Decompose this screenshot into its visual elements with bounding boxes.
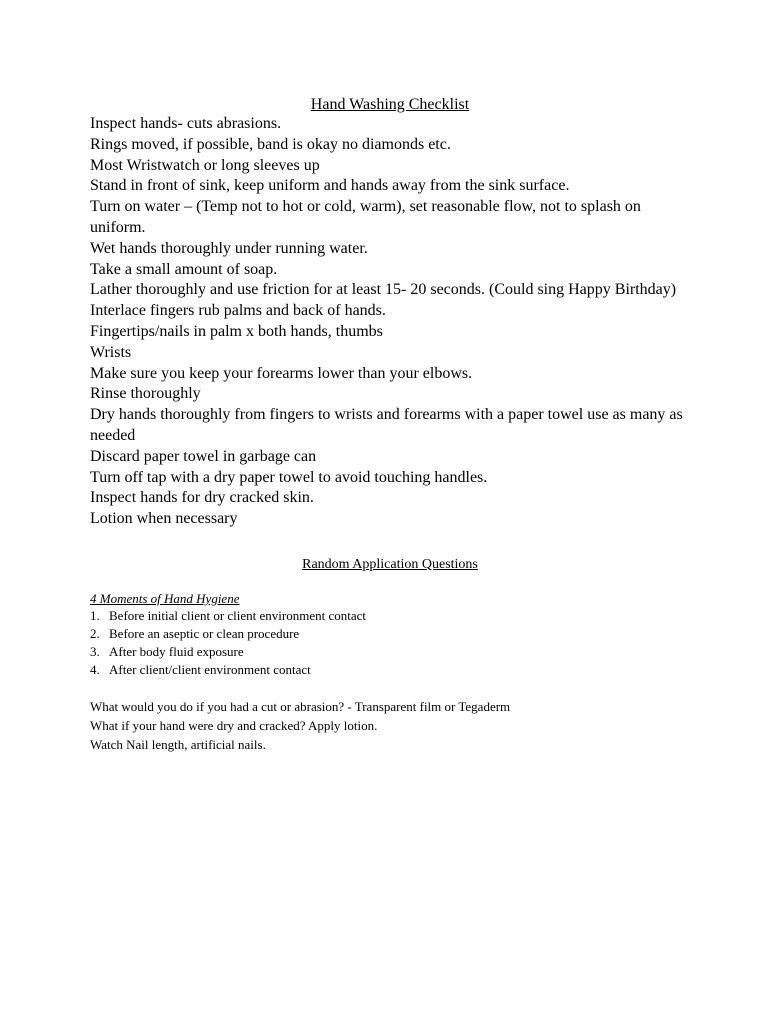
checklist-item: Turn on water – (Temp not to hot or cold, warm), set reasonable flow, not to splash on uniform. (90, 198, 641, 236)
qa-line: What would you do if you had a cut or abrasion? - Transparent film or Tegaderm (90, 698, 511, 714)
checklist-item: Lotion when necessary (90, 510, 238, 528)
section-title-questions: Random Application Questions (302, 556, 478, 572)
qa-line: What if your hand were dry and cracked? Apply lotion. (90, 717, 378, 733)
checklist-item: Rinse thoroughly (90, 385, 201, 403)
list-text: Before initial client or client environment contact (109, 607, 367, 623)
checklist-item: Dry hands thoroughly from fingers to wrists and forearms with a paper towel use as many as needed (90, 406, 683, 444)
list-text: Before an aseptic or clean procedure (109, 625, 300, 641)
checklist-item: Fingertips/nails in palm x both hands, thumbs (90, 322, 383, 340)
list-number: 1. (90, 607, 100, 623)
document-page (90, 95, 690, 754)
list-number: 4. (90, 661, 100, 677)
qa-section (90, 697, 690, 754)
checklist-item: Most Wristwatch or long sleeves up (90, 156, 320, 174)
checklist-item: Discard paper towel in garbage can (90, 447, 317, 465)
checklist-item: Lather thoroughly and use friction for at least 15- 20 seconds. (Could sing Happy Birthday) (90, 281, 677, 299)
checklist-item: Wrists (90, 343, 132, 361)
qa-line: Watch Nail length, artificial nails. (90, 736, 266, 752)
list-item (90, 661, 690, 679)
checklist-item: Inspect hands for dry cracked skin. (90, 489, 314, 507)
list-text: After client/client environment contact (109, 661, 311, 677)
checklist-item: Wet hands thoroughly under running water. (90, 239, 368, 257)
checklist-item: Interlace fingers rub palms and back of hands. (90, 302, 386, 320)
checklist-item: Turn off tap with a dry paper towel to avoid touching handles. (90, 468, 488, 486)
list-number: 3. (90, 643, 100, 659)
document-title: Hand Washing Checklist (310, 96, 470, 113)
list-number: 2. (90, 625, 100, 641)
checklist-item: Inspect hands- cuts abrasions. (90, 115, 282, 132)
list-item (90, 607, 690, 625)
list-item (90, 643, 690, 661)
checklist-item: Stand in front of sink, keep uniform and hands away from the sink surface. (90, 177, 570, 195)
checklist (90, 114, 690, 530)
checklist-item: Take a small amount of soap. (90, 260, 278, 278)
list-text: After body fluid exposure (109, 643, 244, 659)
moments-list (90, 607, 690, 679)
list-item (90, 625, 690, 643)
checklist-item: Rings moved, if possible, band is okay no diamonds etc. (90, 135, 451, 153)
checklist-item: Make sure you keep your forearms lower than your elbows. (90, 364, 473, 382)
moments-title: 4 Moments of Hand Hygiene (90, 590, 240, 606)
